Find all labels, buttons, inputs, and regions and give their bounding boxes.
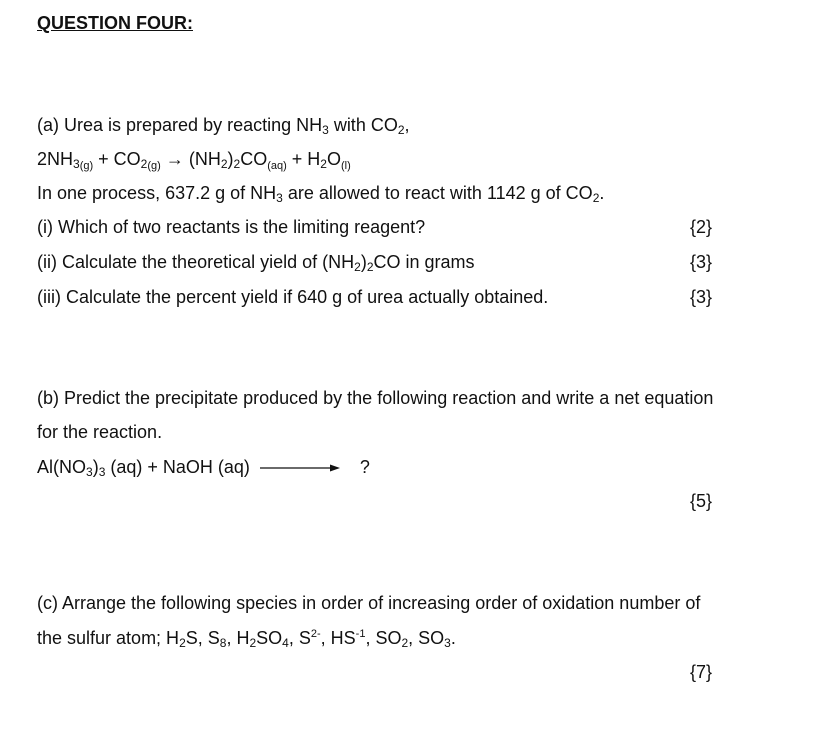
part-b-line1: (b) Predict the precipitate produced by the following reaction and write a net equation: [37, 388, 714, 408]
part-a-question-i: (i) Which of two reactants is the limiting reagent?: [37, 217, 426, 237]
reaction-product: ?: [359, 457, 370, 477]
reaction-arrow: →: [160, 149, 189, 169]
marks-a-i: {2}: [690, 217, 713, 237]
question-heading: QUESTION FOUR:: [37, 13, 193, 33]
part-b-reaction: $Al(NO_3)_3$ (aq) + NaOH (aq) ?: [37, 457, 370, 479]
part-b-line2: for the reaction.: [37, 422, 163, 442]
marks-a-ii: {3}: [690, 252, 713, 272]
marks-b: {5}: [690, 491, 713, 511]
long-arrow-icon: [260, 463, 340, 473]
part-a-equation: $2NH_{3(g)} + CO_{2(g)} \to (NH_2)_2CO_{(aq)} + H_2O_{(l)}$: [37, 149, 351, 172]
part-a-process: In one process, 637.2 g of $NH_3$ are allowed to react with 1142 g of $CO_2$.: [37, 183, 605, 205]
marks-c: {7}: [690, 662, 713, 682]
part-c-line2: the sulfur atom; $H_2S$, $S_8$, $H_2SO_4$, $S^{2-}$, $HS^{-1}$, $SO_2$, $SO_3$.: [37, 628, 456, 650]
part-a-question-ii: (ii) Calculate the theoretical yield of $(NH_2)_2CO$ in grams: [37, 252, 475, 274]
marks-a-iii: {3}: [690, 287, 713, 307]
part-c-line1: (c) Arrange the following species in order of increasing order of oxidation number of: [37, 593, 701, 613]
part-a-question-iii: (iii) Calculate the percent yield if 640 g of urea actually obtained.: [37, 287, 549, 307]
part-a-intro: (a) Urea is prepared by reacting $NH_3$ with $CO_2$,: [37, 115, 410, 137]
